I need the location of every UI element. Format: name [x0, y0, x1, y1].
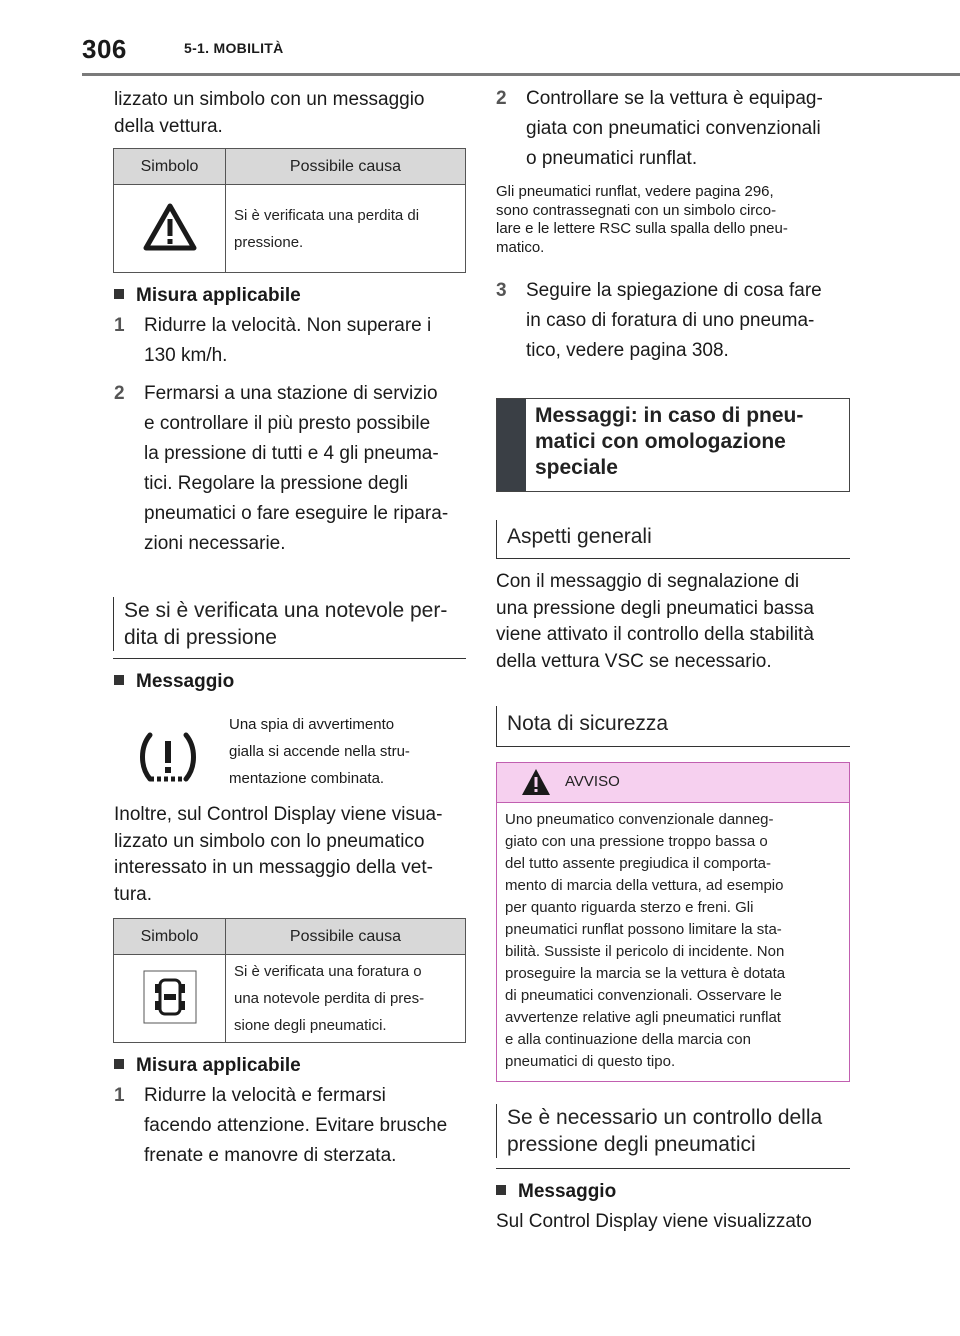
bullet-heading: Misura applicabile: [114, 285, 301, 307]
paragraph: Con il messaggio di segnalazione di una pressione degli pneumatici bassa viene attivato il controllo della stabilità della vettura VSC se necessario.: [496, 571, 814, 672]
paragraph: Inoltre, sul Control Display viene visua- lizzato un simbolo con lo pneumatico interessato in un messaggio della vet- tura.: [114, 804, 443, 905]
bullet-heading: Messaggio: [114, 671, 234, 693]
warning-header: [497, 763, 849, 803]
table-cell-cause: Si è verificata una foratura o una notevole perdita di pres- sione degli pneumatici.: [226, 955, 466, 1043]
heading-accent-bar: [497, 399, 526, 491]
section-title: 5-1. MOBILITÀ: [184, 40, 284, 56]
car-tire-icon: [143, 970, 197, 1024]
heading-underline: [113, 658, 466, 659]
heading-underline: [496, 746, 850, 747]
section-heading: Nota di sicurezza: [496, 706, 850, 746]
table-row: [114, 185, 226, 273]
symbol-table-2: [113, 918, 466, 1043]
page-number: 306: [82, 34, 127, 64]
section-heading: Se si è verificata una notevole per- dita di pressione: [113, 597, 466, 651]
chapter-heading-box: [496, 398, 850, 492]
tire-pressure-warning-icon: [138, 727, 198, 787]
symbol-table-1: [113, 148, 466, 273]
table-row: [114, 955, 226, 1043]
chapter-heading: Messaggi: in caso di pneu- matici con omologazione speciale: [535, 404, 804, 479]
table-header-cause: Possibile causa: [226, 919, 466, 955]
table-cell-cause: Si è verificata una perdita di pressione.: [226, 185, 466, 273]
intro-paragraph: lizzato un simbolo con un messaggio della vettura.: [114, 89, 425, 137]
heading-underline: [496, 1168, 850, 1169]
step-item: 1 Ridurre la velocità. Non superare i 130 km/h.: [114, 315, 432, 366]
paragraph: Sul Control Display viene visualizzato: [496, 1211, 812, 1232]
section-heading: Se è necessario un controllo della pressione degli pneumatici: [496, 1104, 850, 1158]
header-divider: [82, 73, 960, 76]
step-item: 3 Seguire la spiegazione di cosa fare in caso di foratura di uno pneuma- tico, vedere pagina 308.: [496, 280, 822, 361]
warning-box: [496, 762, 850, 1082]
table-header-symbol: Simbolo: [114, 919, 226, 955]
bullet-heading: Messaggio: [496, 1181, 616, 1203]
step-item: 2 Controllare se la vettura è equipag- giata con pneumatici convenzionali o pneumatici runflat.: [496, 88, 823, 169]
step-item: 1 Ridurre la velocità e fermarsi facendo attenzione. Evitare brusche frenate e manovre di sterzata.: [114, 1085, 448, 1166]
runflat-note: Gli pneumatici runflat, vedere pagina 296, sono contrassegnati con un simbolo circo- lare e le lettere RSC sulla spalla dello pneu- matico.: [496, 183, 788, 256]
bullet-heading: Misura applicabile: [114, 1055, 301, 1077]
bullet-square-icon: [114, 675, 124, 685]
bullet-square-icon: [496, 1185, 506, 1195]
table-header-symbol: Simbolo: [114, 149, 226, 185]
bullet-square-icon: [114, 1059, 124, 1069]
warning-triangle-icon: [143, 202, 197, 252]
page-header: [0, 0, 960, 78]
step-item: 2 Fermarsi a una stazione di servizio e controllare il più presto possibile la pressione di tutti e 4 gli pneuma- tici. Regolare la pressione degli pneumatici o fare eseguire le ripara- zioni necessarie.: [114, 383, 449, 554]
tpms-description: Una spia di avvertimento gialla si accende nella stru- mentazione combinata.: [229, 716, 410, 787]
table-header-cause: Possibile causa: [226, 149, 466, 185]
heading-underline: [496, 558, 850, 559]
warning-text: Uno pneumatico convenzionale danneg- giato con una pressione troppo bassa o del tutto assente pregiudica il comporta- mento di marcia della vettura, ad esempio per quanto riguarda sterzo e freni. Gli pneumatici runflat possono limitare la sta- bilità. Sussiste il pericolo di incidente. Non proseguire la marcia se la vettura è dotata di pneumatici convenzionali. Osservare le avvertenze relative agli pneumatici runflat e alla continuazione della marcia con pneumatici di questo tipo.: [505, 811, 786, 1070]
section-heading: Aspetti generali: [496, 520, 850, 558]
warning-title: AVVISO: [565, 773, 620, 790]
warning-triangle-icon: [521, 768, 551, 796]
bullet-square-icon: [114, 289, 124, 299]
